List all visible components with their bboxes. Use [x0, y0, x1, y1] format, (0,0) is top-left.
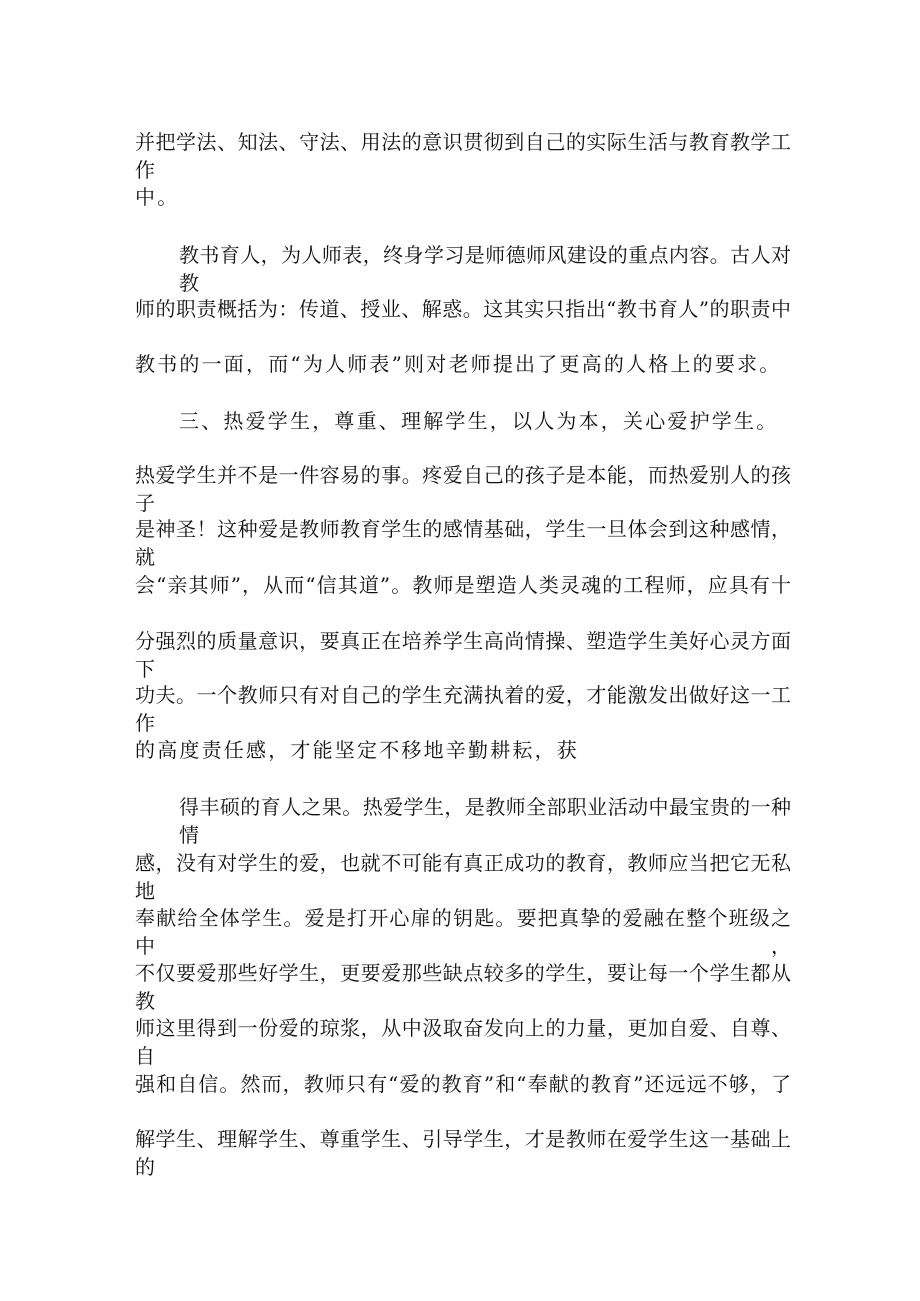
text-line: 会“亲其师”，从而“信其道”。教师是塑造人类灵魂的工程师，应具有十: [135, 573, 791, 597]
text-line: 强和自信。然而，教师只有“爱的教育”和“奉献的教育”还远远不够，了: [135, 1072, 791, 1096]
section-heading: 三、热爱学生，尊重、理解学生，以人为本，关心爱护学生。: [179, 409, 779, 433]
text-line: 奉献给全体学生。爱是打开心扉的钥匙。要把真挚的爱融在整个班级之中，: [135, 906, 791, 958]
text-line: 热爱学生并不是一件容易的事。疼爱自己的孩子是本能，而热爱别人的孩子: [135, 463, 791, 515]
text-line: 得丰硕的育人之果。热爱学生，是教师全部职业活动中最宝贵的一种情: [179, 795, 791, 847]
text-line: 解学生、理解学生、尊重学生、引导学生，才是教师在爱学生这一基础上的: [135, 1127, 791, 1179]
text-line: 并把学法、知法、守法、用法的意识贯彻到自己的实际生活与教育教学工作: [135, 130, 791, 182]
text-line: 功夫。一个教师只有对自己的学生充满执着的爱，才能激发出做好这一工作: [135, 683, 791, 735]
text-line: 不仅要爱那些好学生，更要爱那些缺点较多的学生，要让每一个学生都从教: [135, 961, 791, 1013]
text-line: 的高度责任感，才能坚定不移地辛勤耕耘，获: [135, 738, 579, 762]
text-line: 教书育人，为人师表，终身学习是师德师风建设的重点内容。古人对教: [179, 243, 791, 295]
text-line: 感，没有对学生的爱，也就不可能有真正成功的教育，教师应当把它无私地: [135, 851, 791, 903]
text-line: 中。: [135, 185, 180, 209]
text-line: 是神圣！这种爱是教师教育学生的感情基础，学生一旦体会到这种感情，就: [135, 517, 791, 569]
text-line: 师的职责概括为：传道、授业、解惑。这其实只指出“教书育人”的职责中: [135, 297, 791, 321]
text-line: 分强烈的质量意识，要真正在培养学生高尚情操、塑造学生美好心灵方面下: [135, 629, 791, 681]
text-line: 师这里得到一份爱的琼浆，从中汲取奋发向上的力量，更加自爱、自尊、自: [135, 1016, 791, 1068]
text-line: 教书的一面，而“为人师表”则对老师提出了更高的人格上的要求。: [135, 352, 782, 376]
